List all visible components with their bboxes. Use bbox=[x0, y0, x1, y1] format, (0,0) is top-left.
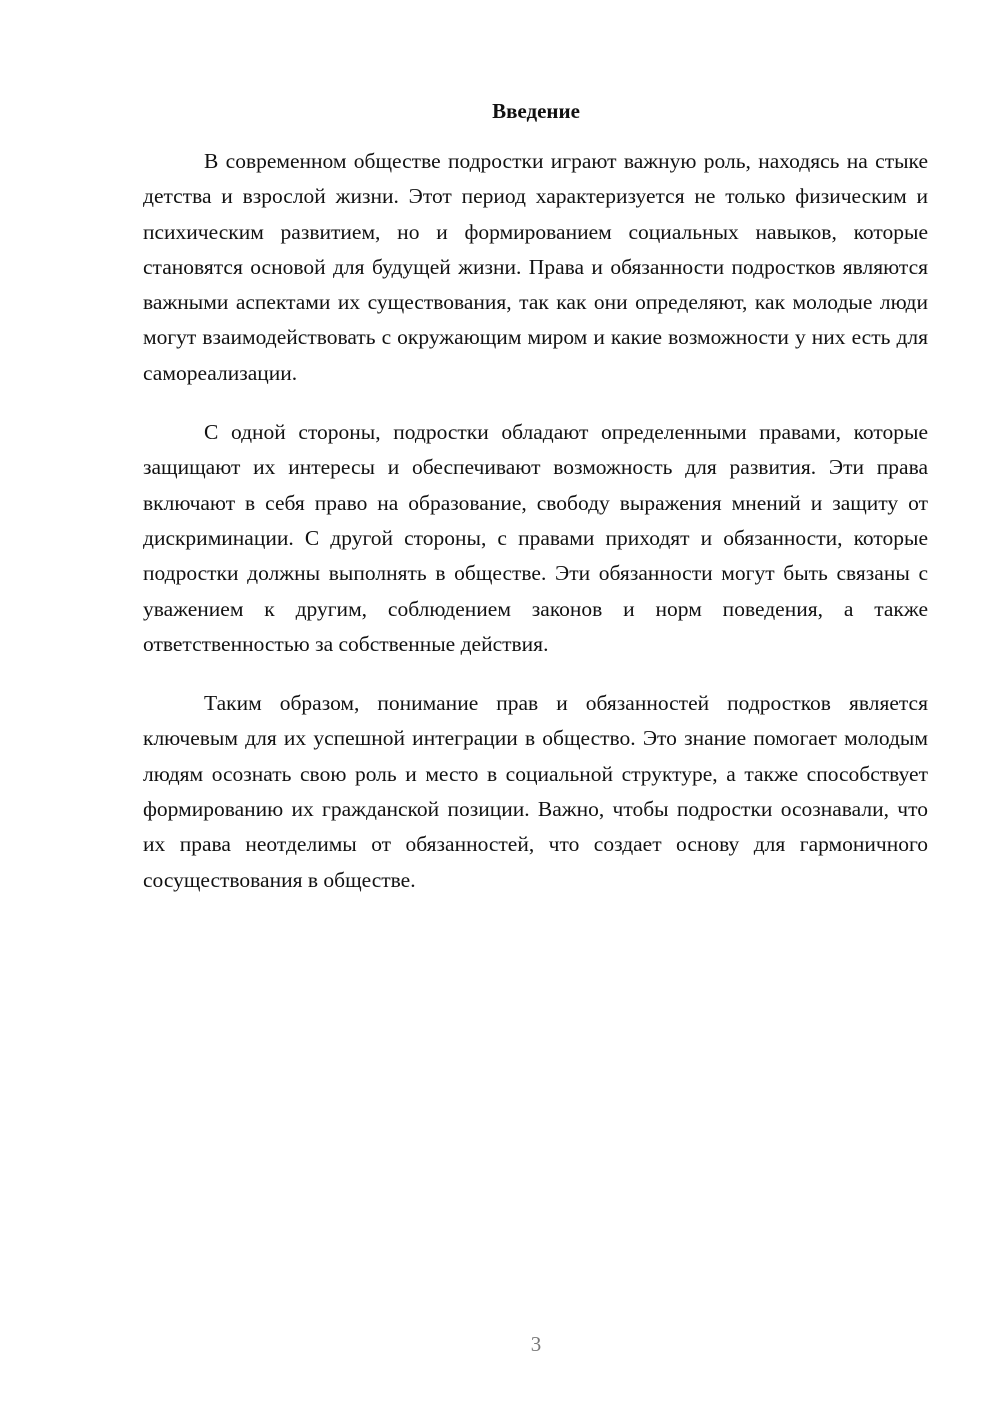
paragraph: С одной стороны, подростки обладают определенными правами, которые защищают их интересы и обеспечивают возможность для развития. Эти права включают в себя право на образование, свободу выражения мнений и защиту от дискриминации. С другой стороны, с правами приходят и обязанности, которые подростки должны выполнять в обществе. Эти обязанности могут быть связаны с уважением к другим, соблюдением законов и норм поведения, а также ответственностью за собственные действия. bbox=[143, 420, 928, 656]
page-number: 3 bbox=[530, 1332, 542, 1356]
paragraph: Таким образом, понимание прав и обязанностей подростков является ключевым для их успешной интеграции в общество. Это знание помогает молодым людям осознать свою роль и место в социальной структуре, а также способствует формированию их гражданской позиции. Важно, чтобы подростки осознавали, что их права неотделимы от обязанностей, что создает основу для гармоничного сосуществования в обществе. bbox=[143, 691, 928, 892]
section-heading: Введение bbox=[492, 99, 580, 123]
body-text bbox=[143, 144, 928, 922]
paragraph: В современном обществе подростки играют важную роль, находясь на стыке детства и взрослой жизни. Этот период характеризуется не только физическим и психическим развитием, но и формированием социальных навыков, которые становятся основой для будущей жизни. Права и обязанности подростков являются важными аспектами их существования, так как они определяют, как молодые люди могут взаимодействовать с окружающим миром и какие возможности у них есть для самореализации. bbox=[143, 149, 928, 385]
